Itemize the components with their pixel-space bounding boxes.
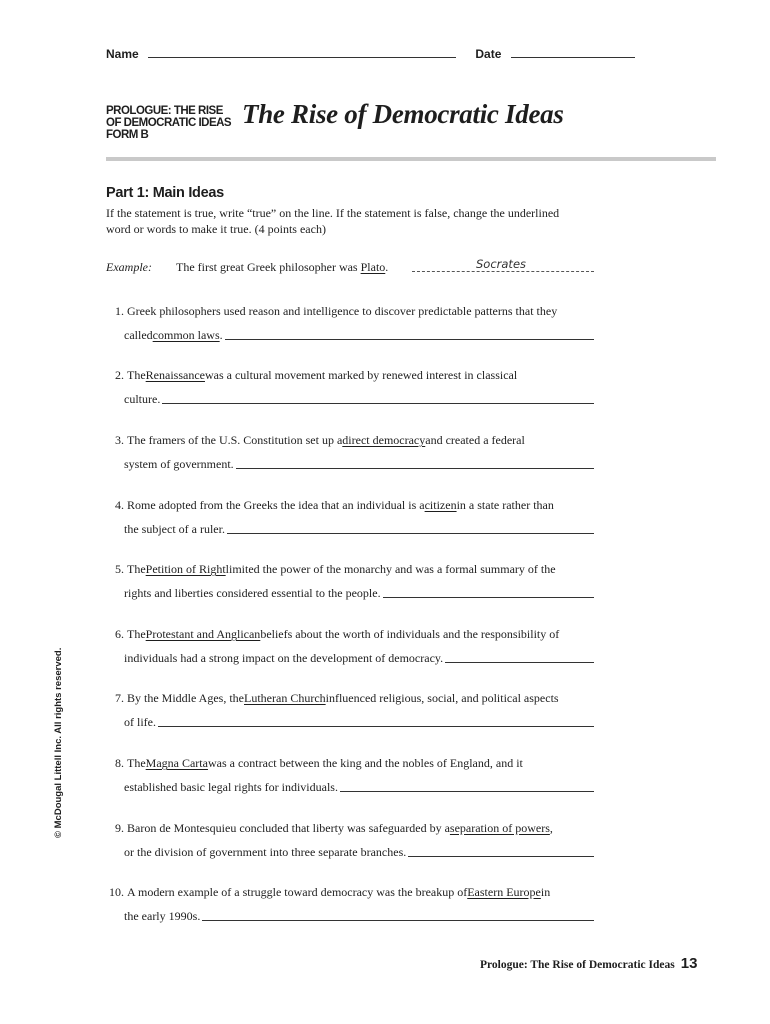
- question-item: [106, 433, 594, 472]
- question-text: of life.: [124, 715, 156, 729]
- underlined-term: common laws: [152, 328, 220, 342]
- answer-line[interactable]: [383, 586, 594, 598]
- question-text: the subject of a ruler.: [124, 522, 225, 536]
- question-number: 5.: [115, 562, 124, 576]
- running-title: Prologue: The Rise of Democratic Ideas: [480, 959, 675, 971]
- answer-line[interactable]: [158, 715, 594, 727]
- question-number: 8.: [115, 756, 124, 770]
- question-text: and created a federal: [425, 433, 525, 447]
- question-text: The framers of the U.S. Constitution set up a: [127, 433, 343, 447]
- question-text: influenced religious, social, and political aspects: [325, 691, 559, 705]
- answer-line[interactable]: [225, 328, 594, 340]
- answer-line[interactable]: [340, 780, 594, 792]
- question-text: ,: [549, 821, 553, 835]
- lesson-label-line: OF DEMOCRATIC IDEAS: [106, 117, 232, 129]
- question-item: [106, 304, 594, 343]
- underlined-term: citizen: [424, 498, 457, 512]
- question-text: in: [540, 885, 551, 899]
- question-number: 10.: [109, 885, 124, 899]
- question-item: [106, 498, 594, 537]
- question-item: [106, 562, 594, 601]
- question-number: 2.: [115, 368, 124, 382]
- example-text: The first great Greek philosopher was: [176, 260, 361, 274]
- part-heading: Part 1: Main Ideas: [106, 185, 224, 201]
- question-text: .: [219, 328, 223, 342]
- question-text: in a state rather than: [456, 498, 554, 512]
- question-item: [106, 821, 594, 860]
- lesson-label: [106, 105, 231, 141]
- underlined-term: Protestant and Anglican: [145, 627, 261, 641]
- question-text: beliefs about the worth of individuals and the responsibility of: [260, 627, 560, 641]
- question-text: or the division of government into three separate branches.: [124, 845, 407, 859]
- question-text: The: [127, 368, 146, 382]
- example-text-end: .: [385, 260, 389, 274]
- question-item: [106, 368, 594, 407]
- underlined-term: Petition of Right: [145, 562, 226, 576]
- question-item: [106, 627, 594, 666]
- question-item: [106, 691, 594, 730]
- question-text: was a cultural movement marked by renewed interest in classical: [204, 368, 518, 382]
- underlined-term: Magna Carta: [145, 756, 208, 770]
- question-text: established basic legal rights for individuals.: [124, 780, 338, 794]
- answer-line[interactable]: [227, 522, 594, 534]
- question-text: The: [127, 627, 146, 641]
- answer-line[interactable]: [408, 845, 594, 857]
- answer-line[interactable]: [445, 651, 594, 663]
- question-number: 6.: [115, 627, 124, 641]
- underlined-term: Lutheran Church: [244, 691, 326, 705]
- example-answer-line: [412, 271, 594, 272]
- question-text: Rome adopted from the Greeks the idea that an individual is a: [127, 498, 425, 512]
- question-text: called: [124, 328, 153, 342]
- answer-line[interactable]: [236, 457, 594, 469]
- question-item: [106, 756, 594, 795]
- page-number: 13: [680, 955, 698, 972]
- example: [106, 257, 594, 275]
- question-text: A modern example of a struggle toward democracy was the breakup of: [127, 885, 468, 899]
- question-text: The: [127, 562, 146, 576]
- copyright-notice: © McDougal Littell Inc. All rights reserved.: [53, 647, 64, 838]
- example-label: Example:: [106, 260, 152, 274]
- answer-line[interactable]: [202, 909, 594, 921]
- answer-line[interactable]: [162, 392, 594, 404]
- instructions: If the statement is true, write “true” on the line. If the statement is false, change the underlined word or words to make it true. (4 points each): [106, 206, 560, 236]
- example-underlined-word: Plato: [360, 260, 386, 274]
- question-number: 9.: [115, 821, 124, 835]
- question-number: 4.: [115, 498, 124, 512]
- name-blank[interactable]: [148, 48, 456, 58]
- question-number: 7.: [115, 691, 124, 705]
- question-text: Baron de Montesquieu concluded that liberty was safeguarded by a: [127, 821, 450, 835]
- lesson-label-line: PROLOGUE: THE RISE: [106, 105, 223, 117]
- question-item: [106, 885, 594, 924]
- example-answer: Socrates: [476, 257, 527, 271]
- name-label: Name: [106, 47, 139, 61]
- question-text: culture.: [124, 392, 161, 406]
- date-label: Date: [475, 47, 502, 61]
- question-text: individuals had a strong impact on the development of democracy.: [124, 651, 444, 665]
- page-title: The Rise of Democratic Ideas: [242, 99, 564, 129]
- question-text: the early 1990s.: [124, 909, 201, 923]
- question-text: By the Middle Ages, the: [127, 691, 244, 705]
- question-number: 3.: [115, 433, 124, 447]
- question-text: limited the power of the monarchy and was a formal summary of the: [225, 562, 556, 576]
- question-text: rights and liberties considered essential to the people.: [124, 586, 381, 600]
- page-footer: [480, 955, 697, 972]
- title-divider: [106, 157, 716, 161]
- name-date-row: [106, 47, 635, 61]
- underlined-term: direct democracy: [342, 433, 426, 447]
- underlined-term: separation of powers: [449, 821, 550, 835]
- question-text: The: [127, 756, 146, 770]
- question-text: system of government.: [124, 457, 234, 471]
- lesson-label-line: FORM B: [106, 129, 149, 141]
- underlined-term: Eastern Europe: [467, 885, 541, 899]
- question-text: Greek philosophers used reason and intelligence to discover predictable patterns that they: [127, 304, 558, 318]
- underlined-term: Renaissance: [145, 368, 205, 382]
- question-text: was a contract between the king and the nobles of England, and it: [207, 756, 523, 770]
- question-number: 1.: [115, 304, 124, 318]
- date-blank[interactable]: [511, 48, 635, 58]
